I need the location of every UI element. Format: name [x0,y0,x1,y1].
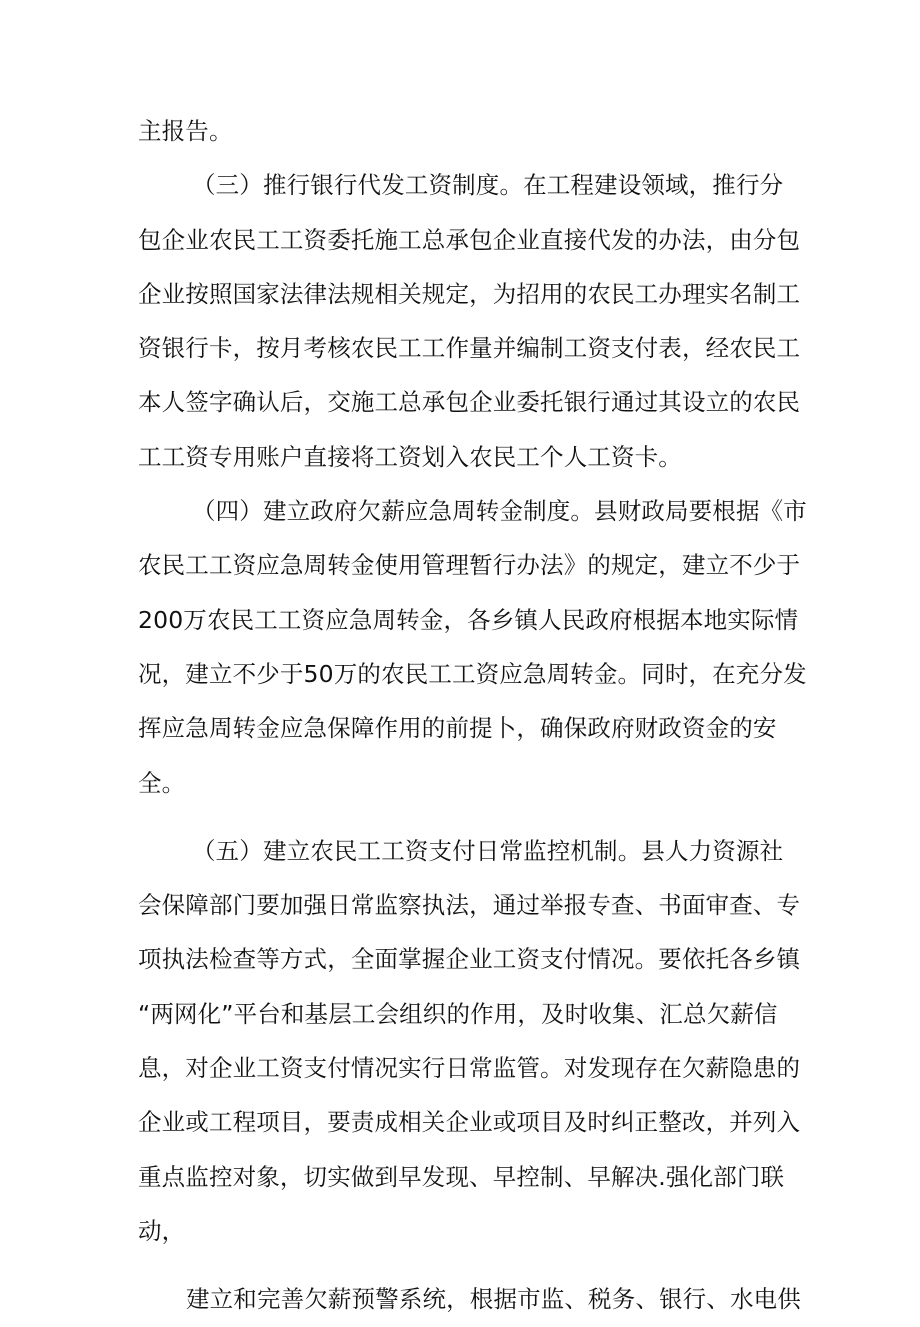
text-line: 主报告。 [138,117,233,145]
text-line: 会保障部门要加强日常监察执法，通过举报专查、书面审查、专 [138,891,801,920]
text-line: 企业或工程项目，要责成相关企业或项目及时纠正整改，并列入 [138,1108,801,1137]
text-line: 项执法检查等方式，全面掌握企业工资支付情况。要依托各乡镇 [138,945,801,974]
text-line: 200万农民工工资应急周转金，各乡镇人民政府根据本地实际情 [138,605,799,634]
text-line: 包企业农民工工资委托施工总承包企业直接代发的办法，由分包 [138,225,801,254]
paragraph-heading-4: （四）建立政府欠薪应急周转金制度。县财政局要根据《市 [192,497,807,526]
text-line: 农民工工资应急周转金使用管理暂行办法》的规定，建立不少于 [138,551,801,580]
document-body [138,104,807,1327]
text-line: 况，建立不少于50万的农民工工资应急周转金。同时，在充分发 [138,659,807,688]
text-line: 资银行卡，按月考核农民工工作量并编制工资支付表，经农民工 [138,334,801,363]
paragraph-heading-3: （三）推行银行代发工资制度。在工程建设领域，推行分 [192,171,784,200]
text-line: 重点监控对象，切实做到早发现、早控制、早解决.强化部门联 [138,1162,785,1191]
text-line: 息，对企业工资支付情况实行日常监管。对发现存在欠薪隐患的 [138,1054,801,1083]
text-line: 动， [138,1216,186,1245]
text-line: 挥应急周转金应急保障作用的前提卜，确保政府财政资金的安 [138,714,777,743]
text-line: 全。 [138,768,186,797]
paragraph-start: 建立和完善欠薪预警系统，根据市监、税务、银行、水电供 [186,1285,801,1314]
text-line: 工工资专用账户直接将工资划入农民工个人工资卡。 [138,442,682,471]
text-line: 企业按照国家法律法规相关规定，为招用的农民工办理实名制工 [138,279,801,308]
text-line: “两网化”平台和基层工会组织的作用，及时收集、汇总欠薪信 [138,999,778,1028]
text-line: 本人签字确认后，交施工总承包企业委托银行通过其设立的农民 [138,388,801,417]
paragraph-heading-5: （五）建立农民工工资支付日常监控机制。县人力资源社 [192,836,784,865]
